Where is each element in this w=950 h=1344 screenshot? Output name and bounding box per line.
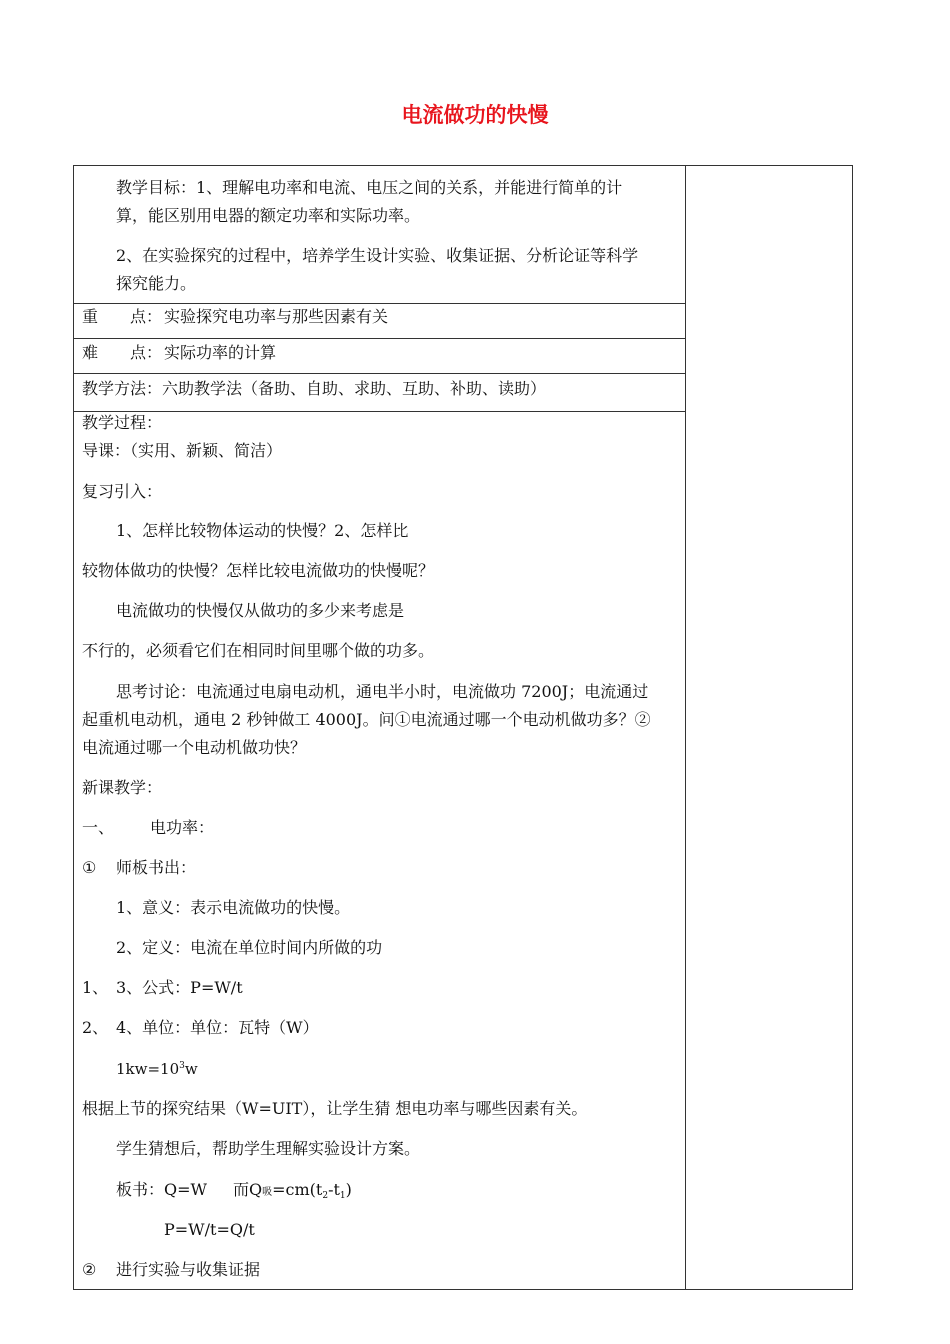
item-number: ① [82,858,97,877]
unit-line: 4、单位：单位：瓦特（W） [116,1018,319,1037]
item-number: ② [82,1260,97,1279]
process-heading: 教学过程： [82,413,163,432]
paragraph-line: 起重机电动机，通电 2 秒钟做工 4000J。问①电流通过哪一个电动机做功多？② [82,710,651,729]
paragraph-line: 较物体做功的快慢？怎样比较电流做功的快慢呢？ [82,561,435,580]
new-lesson-heading: 新课教学： [82,778,163,797]
objectives-line: 教学目标：1、理解电功率和电流、电压之间的关系，并能进行简单的计 [116,178,623,197]
item-number: 2、 [82,1018,109,1037]
row-divider [73,303,686,304]
intro-line: 导课：（实用、新颖、简洁） [82,441,283,460]
paragraph-line: 根据上节的探究结果（W=UIT），让学生猜 想电功率与哪些因素有关。 [82,1099,588,1118]
key-points-text: 实验探究电功率与那些因素有关 [164,307,389,326]
board-formula-line2: P=W/t=Q/t [164,1220,255,1239]
paragraph-line: 2、定义：电流在单位时间内所做的功 [116,938,383,957]
teaching-method: 教学方法：六助教学法（备助、自助、求助、互助、补助、读助） [82,379,547,398]
row-divider [73,373,686,374]
formula-line: 3、公式：P=W/t [116,978,243,997]
column-divider [685,165,686,1290]
key-points-label: 重 点： [82,307,163,326]
section-number: 一、 [82,818,115,837]
item-number: 1、 [82,978,109,997]
paragraph-line: 1、意义：表示电流做功的快慢。 [116,898,351,917]
paragraph-line: 思考讨论：电流通过电扇电动机，通电半小时，电流做功 7200J；电流通过 [116,682,649,701]
review-heading: 复习引入： [82,482,163,501]
difficulty-label: 难 点： [82,343,163,362]
section-title: 电功率： [150,818,215,837]
page-title: 电流做功的快慢 [401,103,549,127]
objectives-line: 探究能力。 [116,274,197,293]
item-title: 进行实验与收集证据 [116,1260,261,1279]
paragraph-line: 电流做功的快慢仅从做功的多少来考虑是 [116,601,405,620]
unit-conversion: $1kw=10^3w$ [116,1060,198,1078]
objectives-line: 2、在实验探究的过程中，培养学生设计实验、收集证据、分析论证等科学 [116,246,639,265]
paragraph-line: 电流通过哪一个电动机做功快？ [82,738,307,757]
paragraph-line: 1、怎样比较物体运动的快慢？2、怎样比 [116,521,409,540]
objectives-line: 算，能区别用电器的额定功率和实际功率。 [116,206,421,225]
row-divider [73,411,686,412]
difficulty-text: 实际功率的计算 [164,343,277,362]
item-title: 师板书出： [116,858,197,877]
board-formula: 板书：Q=W 而Q吸$=cm(t_2-t_1)$ [116,1180,352,1201]
row-divider [73,338,686,339]
paragraph-line: 不行的，必须看它们在相同时间里哪个做的功多。 [82,641,435,660]
paragraph-line: 学生猜想后，帮助学生理解实验设计方案。 [116,1139,421,1158]
